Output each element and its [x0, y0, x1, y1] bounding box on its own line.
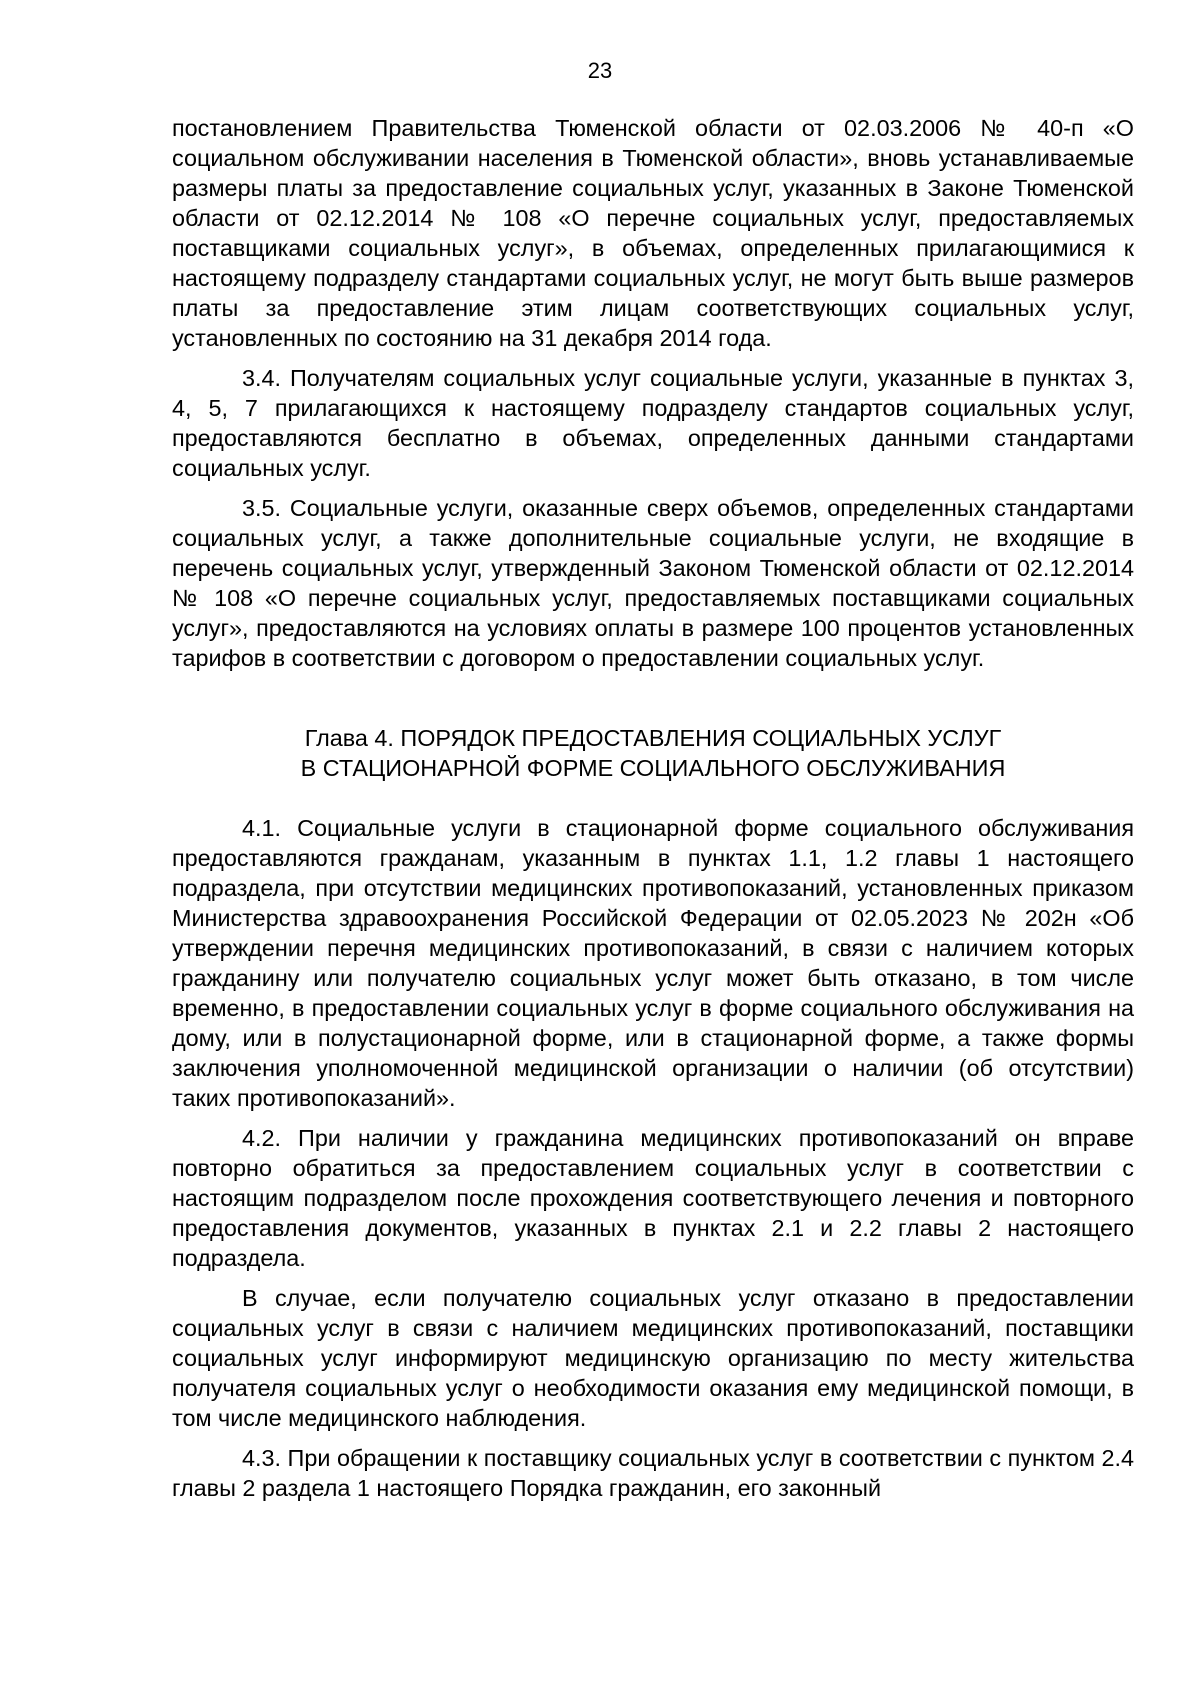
paragraph-4-2: 4.2. При наличии у гражданина медицинских противопоказаний он вправе повторно обратиться за предоставлением социальных услуг в соответствии с настоящим подразделом после прохождения соответствующего лечения и повторного предоставления документов, указанных в пунктах 2.1 и 2.2 главы 2 настоящего подраздела.: [172, 1125, 1134, 1271]
paragraph-3-4: 3.4. Получателям социальных услуг социальные услуги, указанные в пунктах 3, 4, 5, 7 прилагающихся к настоящему подразделу стандартов социальных услуг, предоставляются бесплатно в объемах, определенных данными стандартами социальных услуг.: [172, 365, 1134, 481]
chapter-heading: [172, 723, 1134, 783]
paragraph-4-2-refusal-case: В случае, если получателю социальных услуг отказано в предоставлении социальных услуг в связи с наличием медицинских противопоказаний, поставщики социальных услуг информируют медицинскую организацию по месту жительства получателя социальных услуг о необходимости оказания ему медицинской помощи, в том числе медицинского наблюдения.: [172, 1285, 1134, 1431]
paragraph-4-1: 4.1. Социальные услуги в стационарной форме социального обслуживания предоставляются гражданам, указанным в пунктах 1.1, 1.2 главы 1 настоящего подраздела, при отсутствии медицинских противопоказаний, установленных приказом Министерства здравоохранения Российской Федерации от 02.05.2023 № 202н «Об утверждении перечня медицинских противопоказаний, в связи с наличием которых гражданину или получателю социальных услуг может быть отказано, в том числе временно, в предоставлении социальных услуг в форме социального обслуживания на дому, или в полустационарной форме, или в стационарной форме, а также формы заключения уполномоченной медицинской организации о наличии (об отсутствии) таких противопоказаний».: [172, 815, 1134, 1111]
document-body: [172, 113, 1134, 1513]
paragraph-4-3: 4.3. При обращении к поставщику социальных услуг в соответствии с пунктом 2.4 главы 2 раздела 1 настоящего Порядка гражданин, его законный: [172, 1445, 1134, 1501]
paragraph-3-5: 3.5. Социальные услуги, оказанные сверх объемов, определенных стандартами социальных услуг, а также дополнительные социальные услуги, не входящие в перечень социальных услуг, утвержденный Законом Тюменской области от 02.12.2014 № 108 «О перечне социальных услуг, предоставляемых поставщиками социальных услуг», предоставляются на условиях оплаты в размере 100 процентов установленных тарифов в соответствии с договором о предоставлении социальных услуг.: [172, 495, 1134, 671]
chapter-heading-line-2: В СТАЦИОНАРНОЙ ФОРМЕ СОЦИАЛЬНОГО ОБСЛУЖИВАНИЯ: [300, 755, 1006, 781]
chapter-heading-line-1: Глава 4. ПОРЯДОК ПРЕДОСТАВЛЕНИЯ СОЦИАЛЬНЫХ УСЛУГ: [304, 725, 1002, 751]
paragraph-continuation: постановлением Правительства Тюменской области от 02.03.2006 № 40-п «О социальном обслуживании населения в Тюменской области», вновь устанавливаемые размеры платы за предоставление социальных услуг, указанных в Законе Тюменской области от 02.12.2014 № 108 «О перечне социальных услуг, предоставляемых поставщиками социальных услуг», в объемах, определенных прилагающимися к настоящему подразделу стандартами социальных услуг, не могут быть выше размеров платы за предоставление этим лицам соответствующих социальных услуг, установленных по состоянию на 31 декабря 2014 года.: [172, 115, 1134, 351]
page-number: 23: [587, 58, 613, 83]
